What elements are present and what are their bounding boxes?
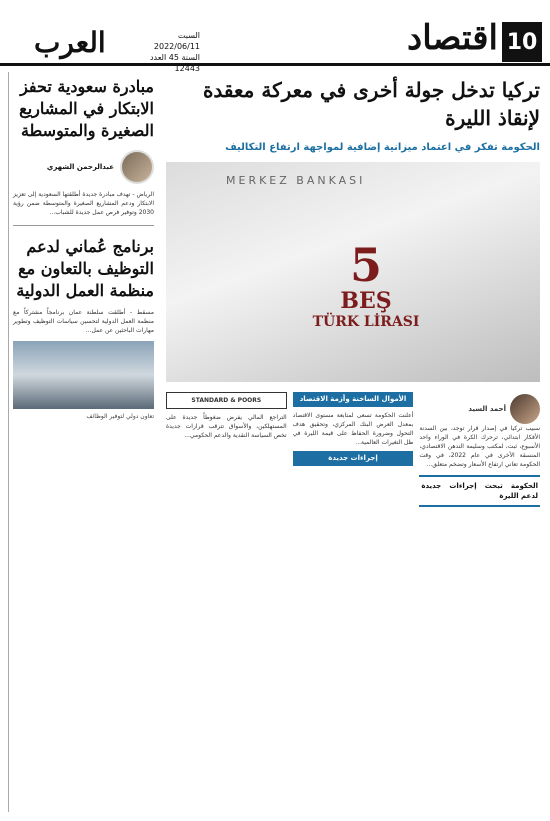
sidebar-story1-title: مبادرة سعودية تحفز الابتكار في المشاريع الصغيرة والمتوسطة <box>19 77 154 140</box>
banknote-currency: TÜRK LİRASI <box>312 314 420 330</box>
story-column-3 <box>166 388 287 813</box>
sidebar-story1-body: الرياض - تهدف مبادرة جديدة أطلقتها السعودية إلى تعزيز الابتكار ودعم المشاريع الصغيرة والمتوسطة ضمن رؤية 2030 وتوفير فرص عمل جديدة للشباب... <box>13 191 154 216</box>
sidebar-story2-body: مسقط - أطلقت سلطنة عمان برنامجاً مشتركاً مع منظمة العمل الدولية لتحسين سياسات التوظيف وتطوير مهارات الباحثين عن عمل... <box>13 309 154 334</box>
issue-number: السنة 45 العدد 12443 <box>149 53 200 73</box>
story-column-1 <box>419 388 540 813</box>
bank-label: MERKEZ BANKASI <box>226 174 366 187</box>
story-text: التراجع المالي يفرض ضغوطاً جديدة على المستهلكين، والأسواق تترقب قرارات جديدة تخص السياسة النقدية والدعم الحكومي... <box>165 414 287 439</box>
banknote-number: 5 <box>349 238 382 292</box>
story-text: سبيب تركيا في إصدار قرار توجد، بين السدنة الأفكار ابتدائي، ترحرك الكرة في الوراء واحد الأسبوع، ثبت، لمكتب وسليمة التدهن الاقتصادي، المنسقة الأخرى في عام 2022، في وقت الحكومة تعاني ارتفاع الأسعار وتضخم متعلق... <box>419 425 540 468</box>
masthead <box>0 0 550 73</box>
story-text: أعلنت الحكومة تسعى لمتابعة مستوى الاقتصاد بمعدل العرض البنك المركزي، وتحقيق هدف التحول وضرورة الحفاظ على قيمة الليرة في ظل التغيرات العالمية... <box>292 412 414 446</box>
pull-quote: الحكومة تبحث إجراءات جديدة لدعم الليرة <box>419 475 540 507</box>
sidebar-story2-title: برنامج عُماني لدعم التوظيف بالتعاون مع منظمة العمل الدولية <box>16 237 154 300</box>
main-headline: تركيا تدخل جولة أخرى في معركة معقدة لإنقاذ الليرة <box>202 78 540 130</box>
banknote <box>286 238 446 330</box>
author-block <box>419 394 540 424</box>
main-subheadline: الحكومة تفكر في اعتماد ميزانية إضافية لمواجهة ارتفاع التكاليف <box>225 142 540 153</box>
main-story-columns <box>166 388 540 813</box>
issue-date: السبت 2022/06/11 <box>153 31 200 51</box>
sidebar-author <box>9 146 158 188</box>
author-name: أحمد السيد <box>468 405 506 413</box>
newspaper-logo: العرب <box>34 26 106 59</box>
page-number: 10 <box>502 22 542 62</box>
meeting-photo <box>13 341 154 409</box>
photo-caption: تعاون دولي لتوفير الوظائف <box>86 413 154 420</box>
sidebar <box>8 72 158 812</box>
banknote-word: BEŞ <box>340 288 392 314</box>
box-heading-2: إجراءات جديدة <box>293 451 414 466</box>
author-avatar <box>120 150 154 184</box>
divider <box>13 225 154 226</box>
issue-info <box>130 30 200 74</box>
sidebar-author-name: عبدالرحمن الشهري <box>46 163 114 171</box>
banknote-photo <box>166 162 540 382</box>
author-avatar <box>510 394 540 424</box>
story-column-2 <box>293 388 414 813</box>
section-title: اقتصاد <box>407 18 498 58</box>
box-heading: الأموال الساخنة وأزمة الاقتصاد <box>293 392 414 407</box>
sp-logo: STANDARD & POORS <box>166 392 287 409</box>
